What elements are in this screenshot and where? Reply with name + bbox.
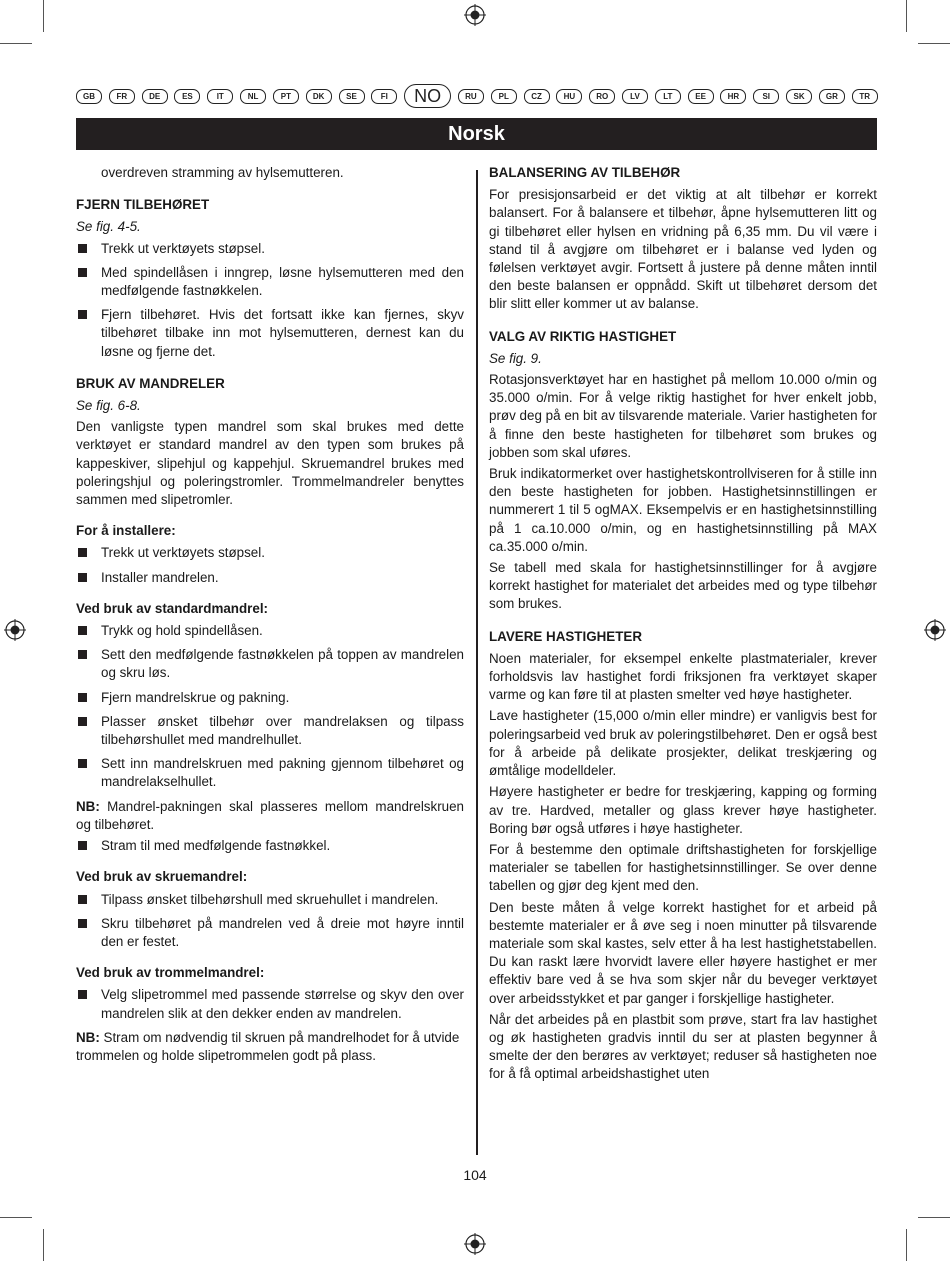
list-item: Stram til med medfølgende fastnøkkel. xyxy=(76,837,464,855)
language-tab-no[interactable]: NO xyxy=(404,84,451,108)
section-heading-mandrels: BRUK AV MANDRELER xyxy=(76,375,225,391)
language-tab-se[interactable]: SE xyxy=(339,89,365,104)
standard-mandrel-list-final xyxy=(76,837,464,855)
paragraph: Høyere hastigheter er bedre for treskjæring, kapping og forming av tre. Hardved, metaller og glass krever høye hastigheter. Boring bør også utføres i høye hastigheter. xyxy=(489,784,877,836)
language-tab-de[interactable]: DE xyxy=(142,89,168,104)
figure-reference: Se fig. 4-5. xyxy=(76,219,141,235)
subheading-screw-mandrel: Ved bruk av skruemandrel: xyxy=(76,869,248,885)
list-item: Plasser ønsket tilbehør over mandrelaksen og tilpass tilbehørshullet med mandrelhullet. xyxy=(76,713,464,749)
crop-mark xyxy=(0,1217,32,1218)
registration-mark-icon xyxy=(464,4,486,26)
page-number: 104 xyxy=(463,1167,487,1183)
language-tab-ru[interactable]: RU xyxy=(458,89,484,104)
language-tab-cz[interactable]: CZ xyxy=(524,89,550,104)
language-tab-gb[interactable]: GB xyxy=(76,89,102,104)
list-item: Med spindellåsen i inngrep, løsne hylsemutteren med den medfølgende fastnøkkelen. xyxy=(76,264,464,300)
list-item: Sett inn mandrelskruen med pakning gjennom tilbehøret og mandrelakselhullet. xyxy=(76,755,464,791)
list-item: Trekk ut verktøyets støpsel. xyxy=(76,544,464,562)
language-tab-ro[interactable]: RO xyxy=(589,89,615,104)
registration-mark-icon xyxy=(924,619,946,641)
language-tab-es[interactable]: ES xyxy=(174,89,200,104)
registration-mark-icon xyxy=(464,1233,486,1255)
crop-mark xyxy=(906,1229,907,1261)
paragraph: Bruk indikatormerket over hastighetskontrollviseren for å stille inn den beste hastigheten for jobben. Hastighetsinnstillingen er nummerert 1 til 5 ogMAX. Eksempelvis er en hastighetsinnstilling på 1 ca.10.000 o/min, og en hastighetsinnstilling på MAX ca.35.000 o/min. xyxy=(489,466,877,554)
section-heading-remove: FJERN TILBEHØRET xyxy=(76,197,210,213)
language-tab-lv[interactable]: LV xyxy=(622,89,648,104)
language-tab-sk[interactable]: SK xyxy=(786,89,812,104)
language-tab-hu[interactable]: HU xyxy=(556,89,582,104)
remove-list xyxy=(76,240,464,361)
figure-reference: Se fig. 9. xyxy=(489,350,542,366)
list-item: Skru tilbehøret på mandrelen ved å dreie mot høyre inntil den er festet. xyxy=(76,915,464,951)
subheading-drum-mandrel: Ved bruk av trommelmandrel: xyxy=(76,965,265,981)
note-label: NB: xyxy=(76,1029,100,1045)
note xyxy=(76,798,464,834)
language-tab-fr[interactable]: FR xyxy=(109,89,135,104)
paragraph: Lave hastigheter (15,000 o/min eller mindre) er vanligvis best for poleringsarbeid ved bruk av poleringstilbehøret. Den er også best for å arbeide på delikate prosjekter, delikat treskjæring og ømtålige modelldeler. xyxy=(489,708,877,779)
paragraph: Noen materialer, for eksempel enkelte plastmaterialer, krever forholdsvis lav hastighet fordi friksjonen fra verktøyet skaper varme og kan føre til at plasten smelter ved høye hastigheter. xyxy=(489,650,877,703)
language-tab-ee[interactable]: EE xyxy=(688,89,714,104)
list-item: Trekk ut verktøyets støpsel. xyxy=(76,240,464,258)
list-item: Fjern tilbehøret. Hvis det fortsatt ikke kan fjernes, skyv tilbehøret tilbake inn mot hylsemutteren, dernest kan du løsne og fjerne det. xyxy=(76,306,464,361)
paragraph: Den beste måten å velge korrekt hastighet for et arbeid på bestemte materialer er å øve seg i noen minutter på tilsvarende materiale som skal kastes, selv etter å ha lest hastighetstabellen. Du kan raskt lære hvorvidt lavere eller høyere hastighet er mer effektiv bare ved å se hva som skjer når du beveger verktøyet over arbeidsstykket et par ganger i forskjellige hastigheter. xyxy=(489,899,877,1006)
paragraph: For å bestemme den optimale driftshastigheten for forskjellige materialer se tabellen for hastighetsinnstillinger. Se over denne tabellen og gjør deg kjent med den. xyxy=(489,841,877,894)
section-heading-balance: BALANSERING AV TILBEHØR xyxy=(489,165,681,180)
registration-mark-icon xyxy=(4,619,26,641)
paragraph: Rotasjonsverktøyet har en hastighet på mellom 10.000 o/min og 35.000 o/min. For å velge riktig hastighet for hver enkelt jobb, prøv deg på en bit av tilsvarende materiale. Varier hastigheten for å finne den beste hastigheten for tilbehøret som brukes og jobben som skal uføres. xyxy=(489,372,877,460)
paragraph: For presisjonsarbeid er det viktig at alt tilbehør er korrekt balansert. For å balansere et tilbehør, åpne hylsemutteren litt og gi tilbehøret eller hylsen en vridning på 6,35 mm. Du vil være i stand til å avgjøre om tilbehøret er i balanse ved lyden og følelsen verktøyet avgir. Fortsett å justere på denne måten inntil den beste balansen er oppnådd. Skift ut tilbehøret dersom det blir slitt eller kommer ut av balanse. xyxy=(489,187,877,312)
paragraph: Den vanligste typen mandrel som skal brukes med dette verktøyet er standard mandrel av den typen som brukes på kappeskiver, slipehjul og kappehjul. Skruemandrel brukes med poleringshjul og poleringstromler. Trommelmandreler benyttes sammen med slipetromler. xyxy=(76,419,464,508)
language-tab-pl[interactable]: PL xyxy=(491,89,517,104)
language-tab-pt[interactable]: PT xyxy=(273,89,299,104)
note-label: NB: xyxy=(76,798,100,814)
language-tab-si[interactable]: SI xyxy=(753,89,779,104)
crop-mark xyxy=(906,0,907,32)
note xyxy=(76,1029,464,1065)
paragraph: Når det arbeides på en plastbit som prøve, start fra lav hastighet og øk hastigheten gradvis inntil du ser at plasten begynner å smelte der den berøres av verktøyet; reduser så hastigheten noe for å få optimal arbeidshastighet uten xyxy=(489,1011,877,1082)
language-tab-fi[interactable]: FI xyxy=(371,89,397,104)
column-divider xyxy=(476,170,478,1155)
language-tab-it[interactable]: IT xyxy=(207,89,233,104)
list-item: Tilpass ønsket tilbehørshull med skruehullet i mandrelen. xyxy=(76,891,464,909)
crop-mark xyxy=(918,1217,950,1218)
paragraph: Se tabell med skala for hastighetsinnstillinger for å avgjøre korrekt hastighet for materialet det arbeides med og type tilbehør som brukes. xyxy=(489,560,877,612)
crop-mark xyxy=(0,43,32,44)
list-item: Trykk og hold spindellåsen. xyxy=(76,622,464,640)
continuation-text: overdreven stramming av hylsemutteren. xyxy=(101,165,344,180)
drum-mandrel-list xyxy=(76,986,464,1022)
section-heading-speed: VALG AV RIKTIG HASTIGHET xyxy=(489,328,677,344)
list-item: Velg slipetrommel med passende størrelse og skyv den over mandrelen slik at den dekker enden av mandrelen. xyxy=(76,986,464,1022)
install-list xyxy=(76,544,464,586)
crop-mark xyxy=(43,1229,44,1261)
language-tab-hr[interactable]: HR xyxy=(720,89,746,104)
page-title: Norsk xyxy=(76,118,877,150)
note-text: Stram om nødvendig til skruen på mandrelhodet for å utvide trommelen og holde slipetrommelen godt på plass. xyxy=(76,1029,460,1063)
subheading-install: For å installere: xyxy=(76,523,176,539)
section-heading-lower-speeds: LAVERE HASTIGHETER xyxy=(489,628,643,644)
left-column xyxy=(76,164,464,1068)
language-tab-dk[interactable]: DK xyxy=(306,89,332,104)
crop-mark xyxy=(43,0,44,32)
list-item: Sett den medfølgende fastnøkkelen på toppen av mandrelen og skru løs. xyxy=(76,646,464,682)
figure-reference: Se fig. 6-8. xyxy=(76,398,141,414)
language-tabs xyxy=(76,84,878,108)
subheading-standard-mandrel: Ved bruk av standardmandrel: xyxy=(76,600,268,616)
note-text: Mandrel-pakningen skal plasseres mellom mandrelskruen og tilbehøret. xyxy=(76,798,464,832)
language-tab-gr[interactable]: GR xyxy=(819,89,845,104)
list-item: Fjern mandrelskrue og pakning. xyxy=(76,689,464,707)
list-item: Installer mandrelen. xyxy=(76,569,464,587)
language-tab-nl[interactable]: NL xyxy=(240,89,266,104)
language-tab-tr[interactable]: TR xyxy=(852,89,878,104)
screw-mandrel-list xyxy=(76,891,464,952)
standard-mandrel-list xyxy=(76,622,464,792)
language-tab-lt[interactable]: LT xyxy=(655,89,681,104)
crop-mark xyxy=(918,43,950,44)
right-column xyxy=(489,164,877,1087)
